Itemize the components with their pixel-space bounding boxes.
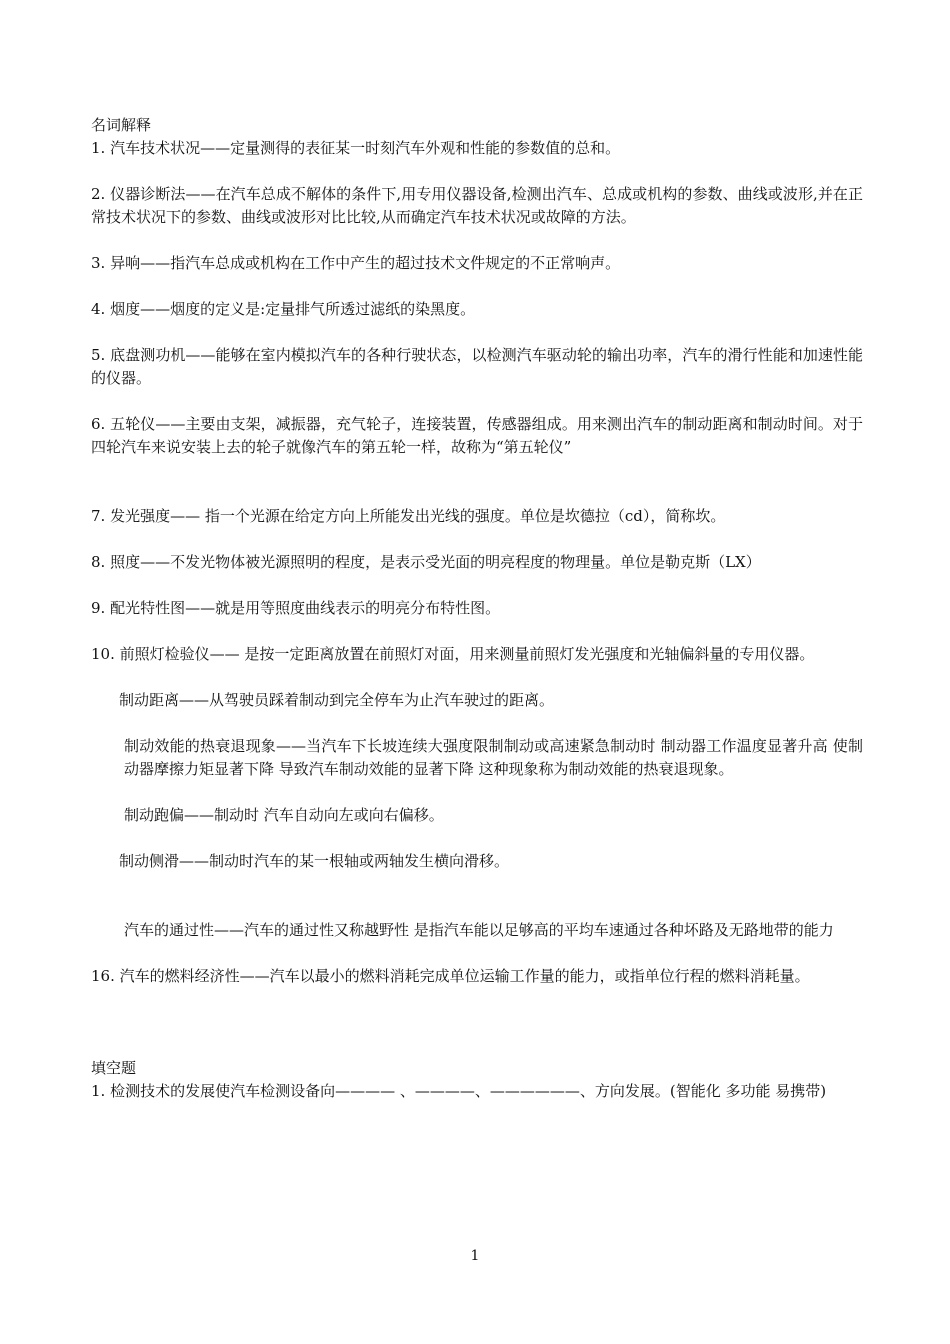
term-brake-skid: 制动侧滑——制动时汽车的某一根轴或两轴发生横向滑移。 [119, 852, 510, 870]
section-title-terms: 名词解释 [91, 116, 152, 134]
section-title-fill: 填空题 [91, 1059, 137, 1077]
document-body [91, 114, 863, 1103]
term-9: 9. 配光特性图——就是用等照度曲线表示的明亮分布特性图。 [91, 599, 501, 617]
term-1: 1. 汽车技术状况——定量测得的表征某一时刻汽车外观和性能的参数值的总和。 [91, 139, 621, 157]
term-brake-pull: 制动跑偏——制动时 汽车自动向左或向右偏移。 [124, 806, 444, 824]
fill-1: 1. 检测技术的发展使汽车检测设备向———— 、————、——————、方向发展。(智能化 多功能 易携带) [91, 1082, 827, 1100]
term-4: 4. 烟度——烟度的定义是:定量排气所透过滤纸的染黑度。 [91, 300, 476, 318]
term-5: 5. 底盘测功机——能够在室内模拟汽车的各种行驶状态，以检测汽车驱动轮的输出功率，汽车的滑行性能和加速性能的仪器。 [91, 346, 863, 387]
term-6: 6. 五轮仪——主要由支架，减振器，充气轮子，连接装置，传感器组成。用来测出汽车的制动距离和制动时间。对于四轮汽车来说安装上去的轮子就像汽车的第五轮一样，故称为“第五轮仪” [91, 415, 863, 456]
term-3: 3. 异响——指汽车总成或机构在工作中产生的超过技术文件规定的不正常响声。 [91, 254, 621, 272]
term-braking-distance: 制动距离——从驾驶员踩着制动到完全停车为止汽车驶过的距离。 [119, 691, 555, 709]
term-2: 2. 仪器诊断法——在汽车总成不解体的条件下,用专用仪器设备,检测出汽车、总成或机构的参数、曲线或波形,并在正常技术状况下的参数、曲线或波形对比比较,从而确定汽车技术状况或故障的方法。 [91, 185, 863, 226]
term-brake-fade [91, 735, 863, 781]
term-8: 8. 照度——不发光物体被光源照明的程度，是表示受光面的明亮程度的物理量。单位是勒克斯（LX） [91, 553, 761, 571]
term-10: 10. 前照灯检验仪—— 是按一定距离放置在前照灯对面，用来测量前照灯发光强度和光轴偏斜量的专用仪器。 [91, 645, 815, 663]
page-number: 1 [470, 1248, 480, 1264]
term-passability: 汽车的通过性——汽车的通过性又称越野性 是指汽车能以足够高的平均车速通过各种坏路及无路地带的能力 [124, 921, 834, 939]
term-brake-fade-text: 制动效能的热衰退现象——当汽车下长坡连续大强度限制制动或高速紧急制动时 制动器工作温度显著升高 使制动器摩擦力矩显著下降 导致汽车制动效能的显著下降 这种现象称为制动效能的热衰退现象。 [124, 737, 863, 778]
term-16: 16. 汽车的燃料经济性——汽车以最小的燃料消耗完成单位运输工作量的能力，或指单位行程的燃料消耗量。 [91, 967, 810, 985]
term-7: 7. 发光强度—— 指一个光源在给定方向上所能发出光线的强度。单位是坎德拉（cd），简称坎。 [91, 507, 726, 525]
